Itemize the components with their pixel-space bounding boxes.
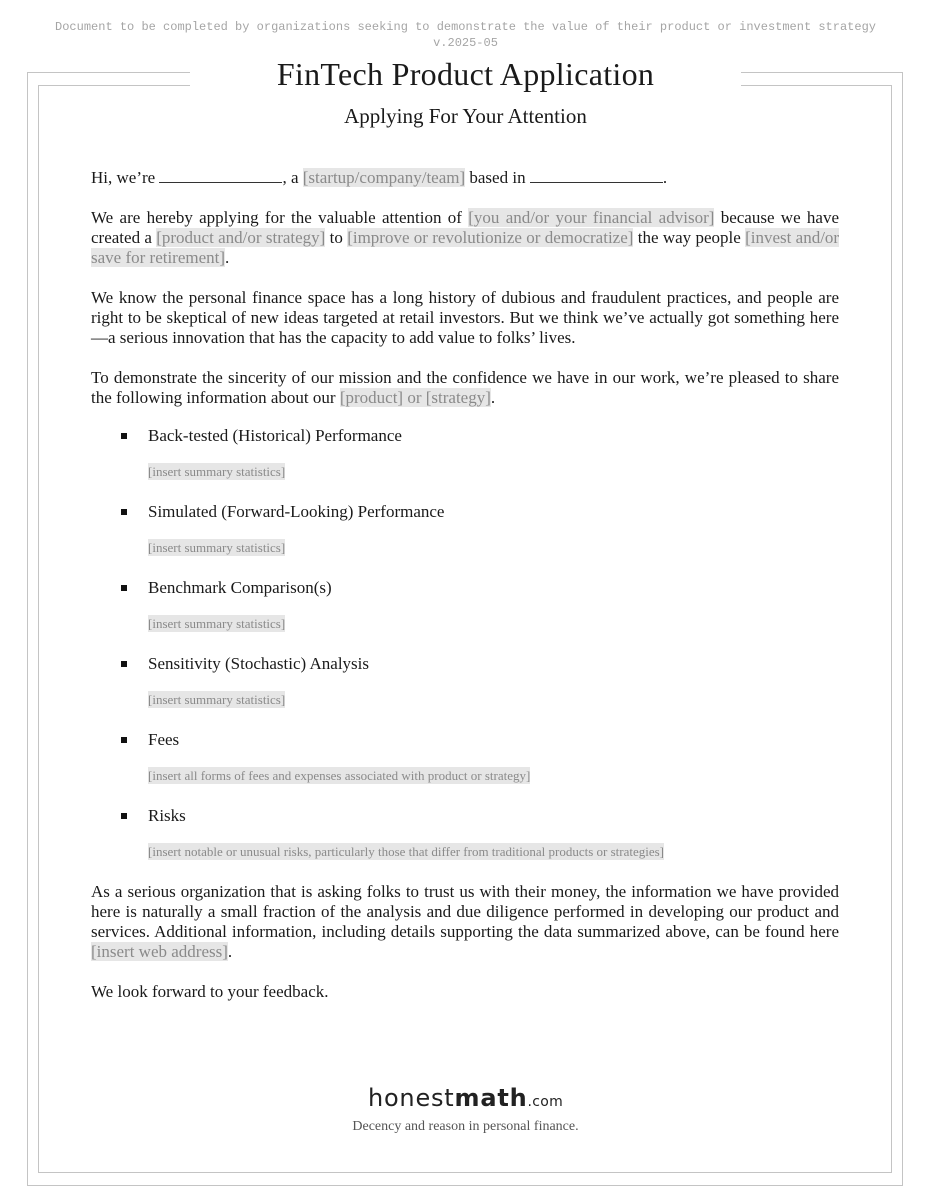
application-paragraph [91, 208, 839, 268]
section-risks [91, 806, 839, 860]
page-subtitle: Applying For Your Attention [344, 104, 587, 128]
section-placeholder[interactable]: [insert all forms of fees and expenses associated with product or strategy] [148, 768, 531, 783]
para4-text2: . [227, 942, 233, 961]
section-placeholder[interactable]: [insert notable or unusual risks, particularly those that differ from traditional products or strategies] [148, 844, 665, 859]
section-heading: Risks [148, 806, 186, 825]
intro-paragraph [91, 168, 839, 188]
bullet-icon [121, 737, 127, 743]
section-heading: Back-tested (Historical) Performance [148, 426, 402, 445]
para3-text2: . [490, 388, 496, 407]
header-note [0, 19, 931, 51]
sincerity-paragraph [91, 368, 839, 408]
section-backtested [91, 426, 839, 480]
location-blank[interactable] [530, 169, 663, 183]
honestmath-logo [0, 1084, 931, 1112]
para1-text3: to [329, 228, 343, 247]
audience-placeholder[interactable]: [you and/or your financial advisor] [468, 208, 715, 227]
para3-text1: To demonstrate the sincerity of our mission and the confidence we have in our work, we’re pleased to share the following information about our [91, 368, 839, 407]
section-heading: Simulated (Forward-Looking) Performance [148, 502, 445, 521]
logo-bold-text: math [454, 1084, 528, 1112]
para1-text4: the way people [637, 228, 741, 247]
bullet-icon [121, 661, 127, 667]
offering-placeholder[interactable]: [product and/or strategy] [156, 228, 326, 247]
closing-line: We look forward to your feedback. [91, 982, 329, 1001]
para1-text1: We are hereby applying for the valuable attention of [91, 208, 462, 227]
section-placeholder[interactable]: [insert summary statistics] [148, 692, 286, 707]
header-note-version: v.2025-05 [433, 36, 498, 50]
bullet-icon [121, 813, 127, 819]
letter-body [91, 168, 839, 1022]
para4-text1: As a serious organization that is asking folks to trust us with their money, the information we have provided here is naturally a small fraction of the analysis and due diligence performed in developing our product and services. Additional information, including details supporting the data summarized above, can be found here [91, 882, 839, 941]
section-heading: Fees [148, 730, 180, 749]
diligence-paragraph [91, 882, 839, 962]
section-benchmark [91, 578, 839, 632]
bullet-icon [121, 433, 127, 439]
intro-mid2: based in [469, 168, 526, 187]
section-sensitivity [91, 654, 839, 708]
bullet-icon [121, 509, 127, 515]
product-strategy-placeholder[interactable]: [product] or [strategy] [339, 388, 491, 407]
para1-text2: because we have created a [91, 208, 840, 247]
web-address-placeholder[interactable]: [insert web address] [91, 942, 228, 961]
org-type-placeholder[interactable]: [startup/company/team] [302, 168, 466, 187]
information-sections [91, 426, 839, 860]
section-placeholder[interactable]: [insert summary statistics] [148, 616, 286, 631]
bullet-icon [121, 585, 127, 591]
footer-tagline: Decency and reason in personal finance. [352, 1119, 579, 1134]
para1-text5: . [225, 248, 230, 267]
intro-prefix: Hi, we’re [91, 168, 156, 187]
skepticism-paragraph: We know the personal finance space has a long history of dubious and fraudulent practices, and people are right to be skeptical of new ideas targeted at retail investors. But we think we’ve actually got something here—a serious innovation that has the capacity to add value to folks’ lives. [91, 288, 839, 347]
header-note-line1: Document to be completed by organizations seeking to demonstrate the value of their product or investment strategy [55, 20, 876, 34]
section-placeholder[interactable]: [insert summary statistics] [148, 540, 286, 555]
section-placeholder[interactable]: [insert summary statistics] [148, 464, 286, 479]
logo-suffix: .com [527, 1094, 564, 1110]
section-simulated [91, 502, 839, 556]
section-heading: Sensitivity (Stochastic) Analysis [148, 654, 369, 673]
section-heading: Benchmark Comparison(s) [148, 578, 332, 597]
logo-light-text: honest [367, 1084, 455, 1112]
activity-placeholder[interactable]: [invest and/or save for retirement] [91, 228, 840, 267]
page-title: FinTech Product Application [276, 56, 655, 92]
company-name-blank[interactable] [159, 169, 282, 183]
section-fees [91, 730, 839, 784]
intro-mid1: , a [282, 168, 299, 187]
verb-placeholder[interactable]: [improve or revolutionize or democratize] [347, 228, 634, 247]
intro-end: . [662, 168, 668, 187]
